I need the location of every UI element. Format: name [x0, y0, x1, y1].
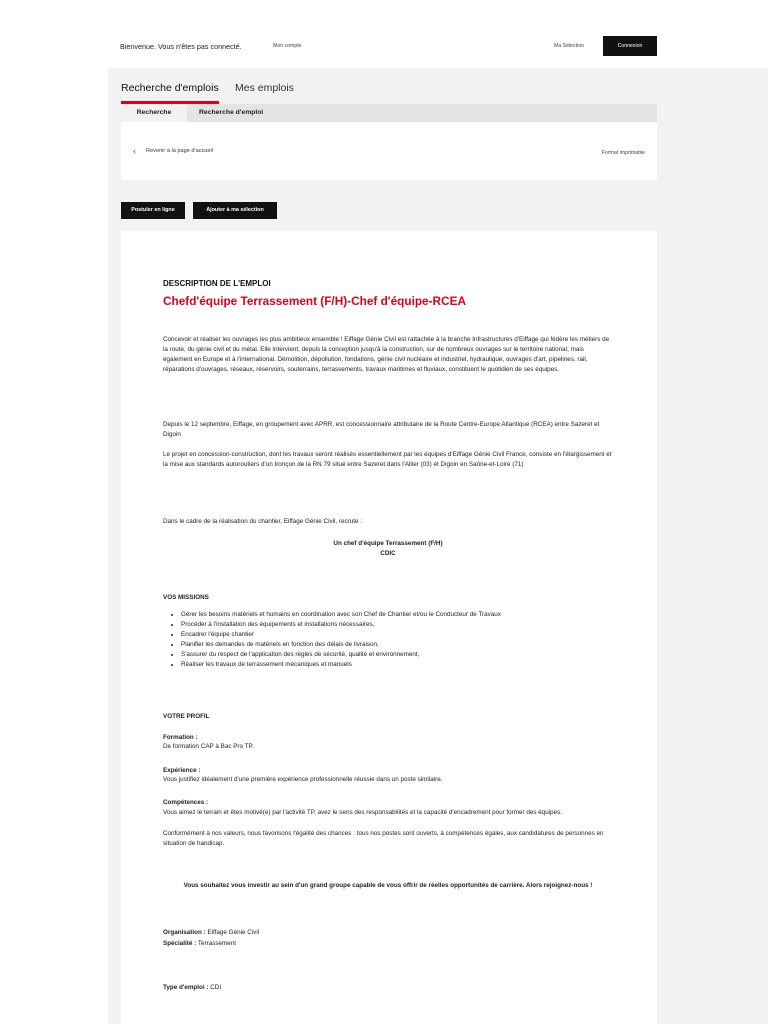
organisation-value: Eiffage Génie Civil: [207, 929, 260, 936]
tab-job-search[interactable]: Recherche d'emplois: [121, 82, 219, 94]
list-item: • Planifier les demandes de matériels en fonction des délais de livraison,: [181, 640, 613, 650]
section-heading: DESCRIPTION DE L'EMPLOI: [163, 279, 271, 288]
profile-heading: VOTRE PROFIL: [163, 713, 210, 720]
list-item: • Procéder à l'installation des équipements et installations nécessaires,: [181, 620, 613, 630]
list-item: • Encadrer l'équipe chantier: [181, 630, 613, 640]
print-format-link[interactable]: Format imprimable: [601, 150, 645, 156]
intro-paragraph: Concevoir et réaliser les ouvrages les plus ambitieux ensemble ! Eiffage Génie Civil est rattachée à la branche Infrastructures d'Eiffage qui fédère les métiers de la route, du génie civil et du métal. Elle intervient, depuis la conception jusqu'à la construction, sur de nombreux ouvrages sur le territoire national, mais également en Europe et à l'international. Démolition, dépollution, fondations, génie civil nucléaire et industriel, hydraulique, ouvrages d'art, pipelines, rail, réparations d'ouvrages, réseaux, réservoirs, souterrains, terrassements, travaux maritimes et fluviaux, constituent le quotidien de ses équipes.: [163, 336, 610, 373]
organisation-row: [163, 928, 613, 938]
back-to-home-link[interactable]: [133, 148, 213, 154]
subtab-search[interactable]: Recherche: [121, 104, 187, 122]
speciality-label: Spécialité :: [163, 940, 197, 947]
sub-tabs: [121, 104, 657, 122]
chevron-left-icon: ‹: [133, 146, 136, 156]
skills-label: Compétences :: [163, 799, 209, 806]
login-button[interactable]: Connexion: [603, 36, 657, 56]
context-paragraph-2: Le projet en concession-construction, dont les travaux seront réalisés essentiellement par les équipes d'Eiffage Génie Civil France, consiste en l'élargissement et la mise aux standards autoroutiers d'un tronçon de la RN 79 situé entre Sazeret dans l'Allier (03) et Digoin en Saône-et-Loire (71): [163, 451, 612, 468]
welcome-text: Bienvenue. Vous n'êtes pas connecté.: [120, 42, 242, 51]
recruit-role: Un chef d'équipe Terrassement (F/H): [333, 540, 443, 547]
selection-link[interactable]: Ma Sélection: [554, 43, 584, 49]
add-to-selection-button[interactable]: Ajouter à ma sélection: [193, 202, 277, 219]
experience-text: Vous justifiez idéalement d'une première expérience professionnelle réussie dans un poste similaire.: [163, 776, 443, 783]
formation-text: De formation CAP à Bac Pro TP.: [163, 743, 254, 750]
recruit-contract: CDIC: [380, 550, 396, 557]
apply-online-button[interactable]: Postuler en ligne: [121, 202, 185, 219]
job-type-label: Type d'emploi :: [163, 984, 209, 991]
tab-my-jobs[interactable]: Mes emplois: [235, 82, 294, 94]
recruit-line: Dans le cadre de la réalisation du chantier, Eiffage Génie Civil, recrute :: [163, 518, 363, 525]
job-type-row: [163, 983, 613, 993]
back-link-label: Revenir à la page d'accueil: [146, 148, 213, 154]
speciality-row: [163, 939, 613, 949]
missions-list: [163, 610, 613, 670]
equality-text: Conformément à nos valeurs, nous favorisons l'égalité des chances : tous nos postes sont ouverts, à compétences égales, aux candidatures de personnes en situation de handicap.: [163, 830, 604, 847]
job-type-value: CDI: [210, 984, 222, 991]
experience-label: Expérience :: [163, 767, 201, 774]
speciality-value: Terrassement: [197, 940, 237, 947]
list-item: • Gérer les besoins matériels et humains en coordination avec son Chef de Chantier et/ou le Conducteur de Travaux: [181, 610, 613, 620]
organisation-label: Organisation :: [163, 929, 206, 936]
job-title: Chefd'équipe Terrassement (F/H)-Chef d'équipe-RCEA: [163, 294, 466, 308]
list-item: • Réaliser les travaux de terrassement mécaniques et manuels: [181, 660, 613, 670]
formation-label: Formation :: [163, 734, 198, 741]
subtab-job-search[interactable]: Recherche d'emploi: [199, 109, 264, 116]
missions-heading: VOS MISSIONS: [163, 594, 209, 601]
page: [108, 0, 768, 1024]
closing-message: Vous souhaitez vous investir au sein d'un grand groupe capable de vous offrir de réelles opportunités de carrière. Alors rejoignez-nous !: [183, 882, 593, 889]
context-paragraph-1: Depuis le 12 septembre, Eiffage, en groupement avec APRR, est concessionnaire attributaire de la Route Centre-Europe Atlantique (RCEA) entre Sazeret et Digoin: [163, 421, 600, 438]
skills-text: Vous aimez le terrain et êtes motivé(e) par l'activité TP, avez le sens des responsabilités et la capacité d'encadrement pour former des équipes.: [163, 809, 563, 816]
nav-panel: [121, 122, 657, 180]
list-item: • S'assurer du respect de l'application des règles de sécurité, qualité et environnement,: [181, 650, 613, 660]
job-description-panel: [121, 231, 657, 1024]
account-link[interactable]: Mon compte: [273, 43, 302, 49]
